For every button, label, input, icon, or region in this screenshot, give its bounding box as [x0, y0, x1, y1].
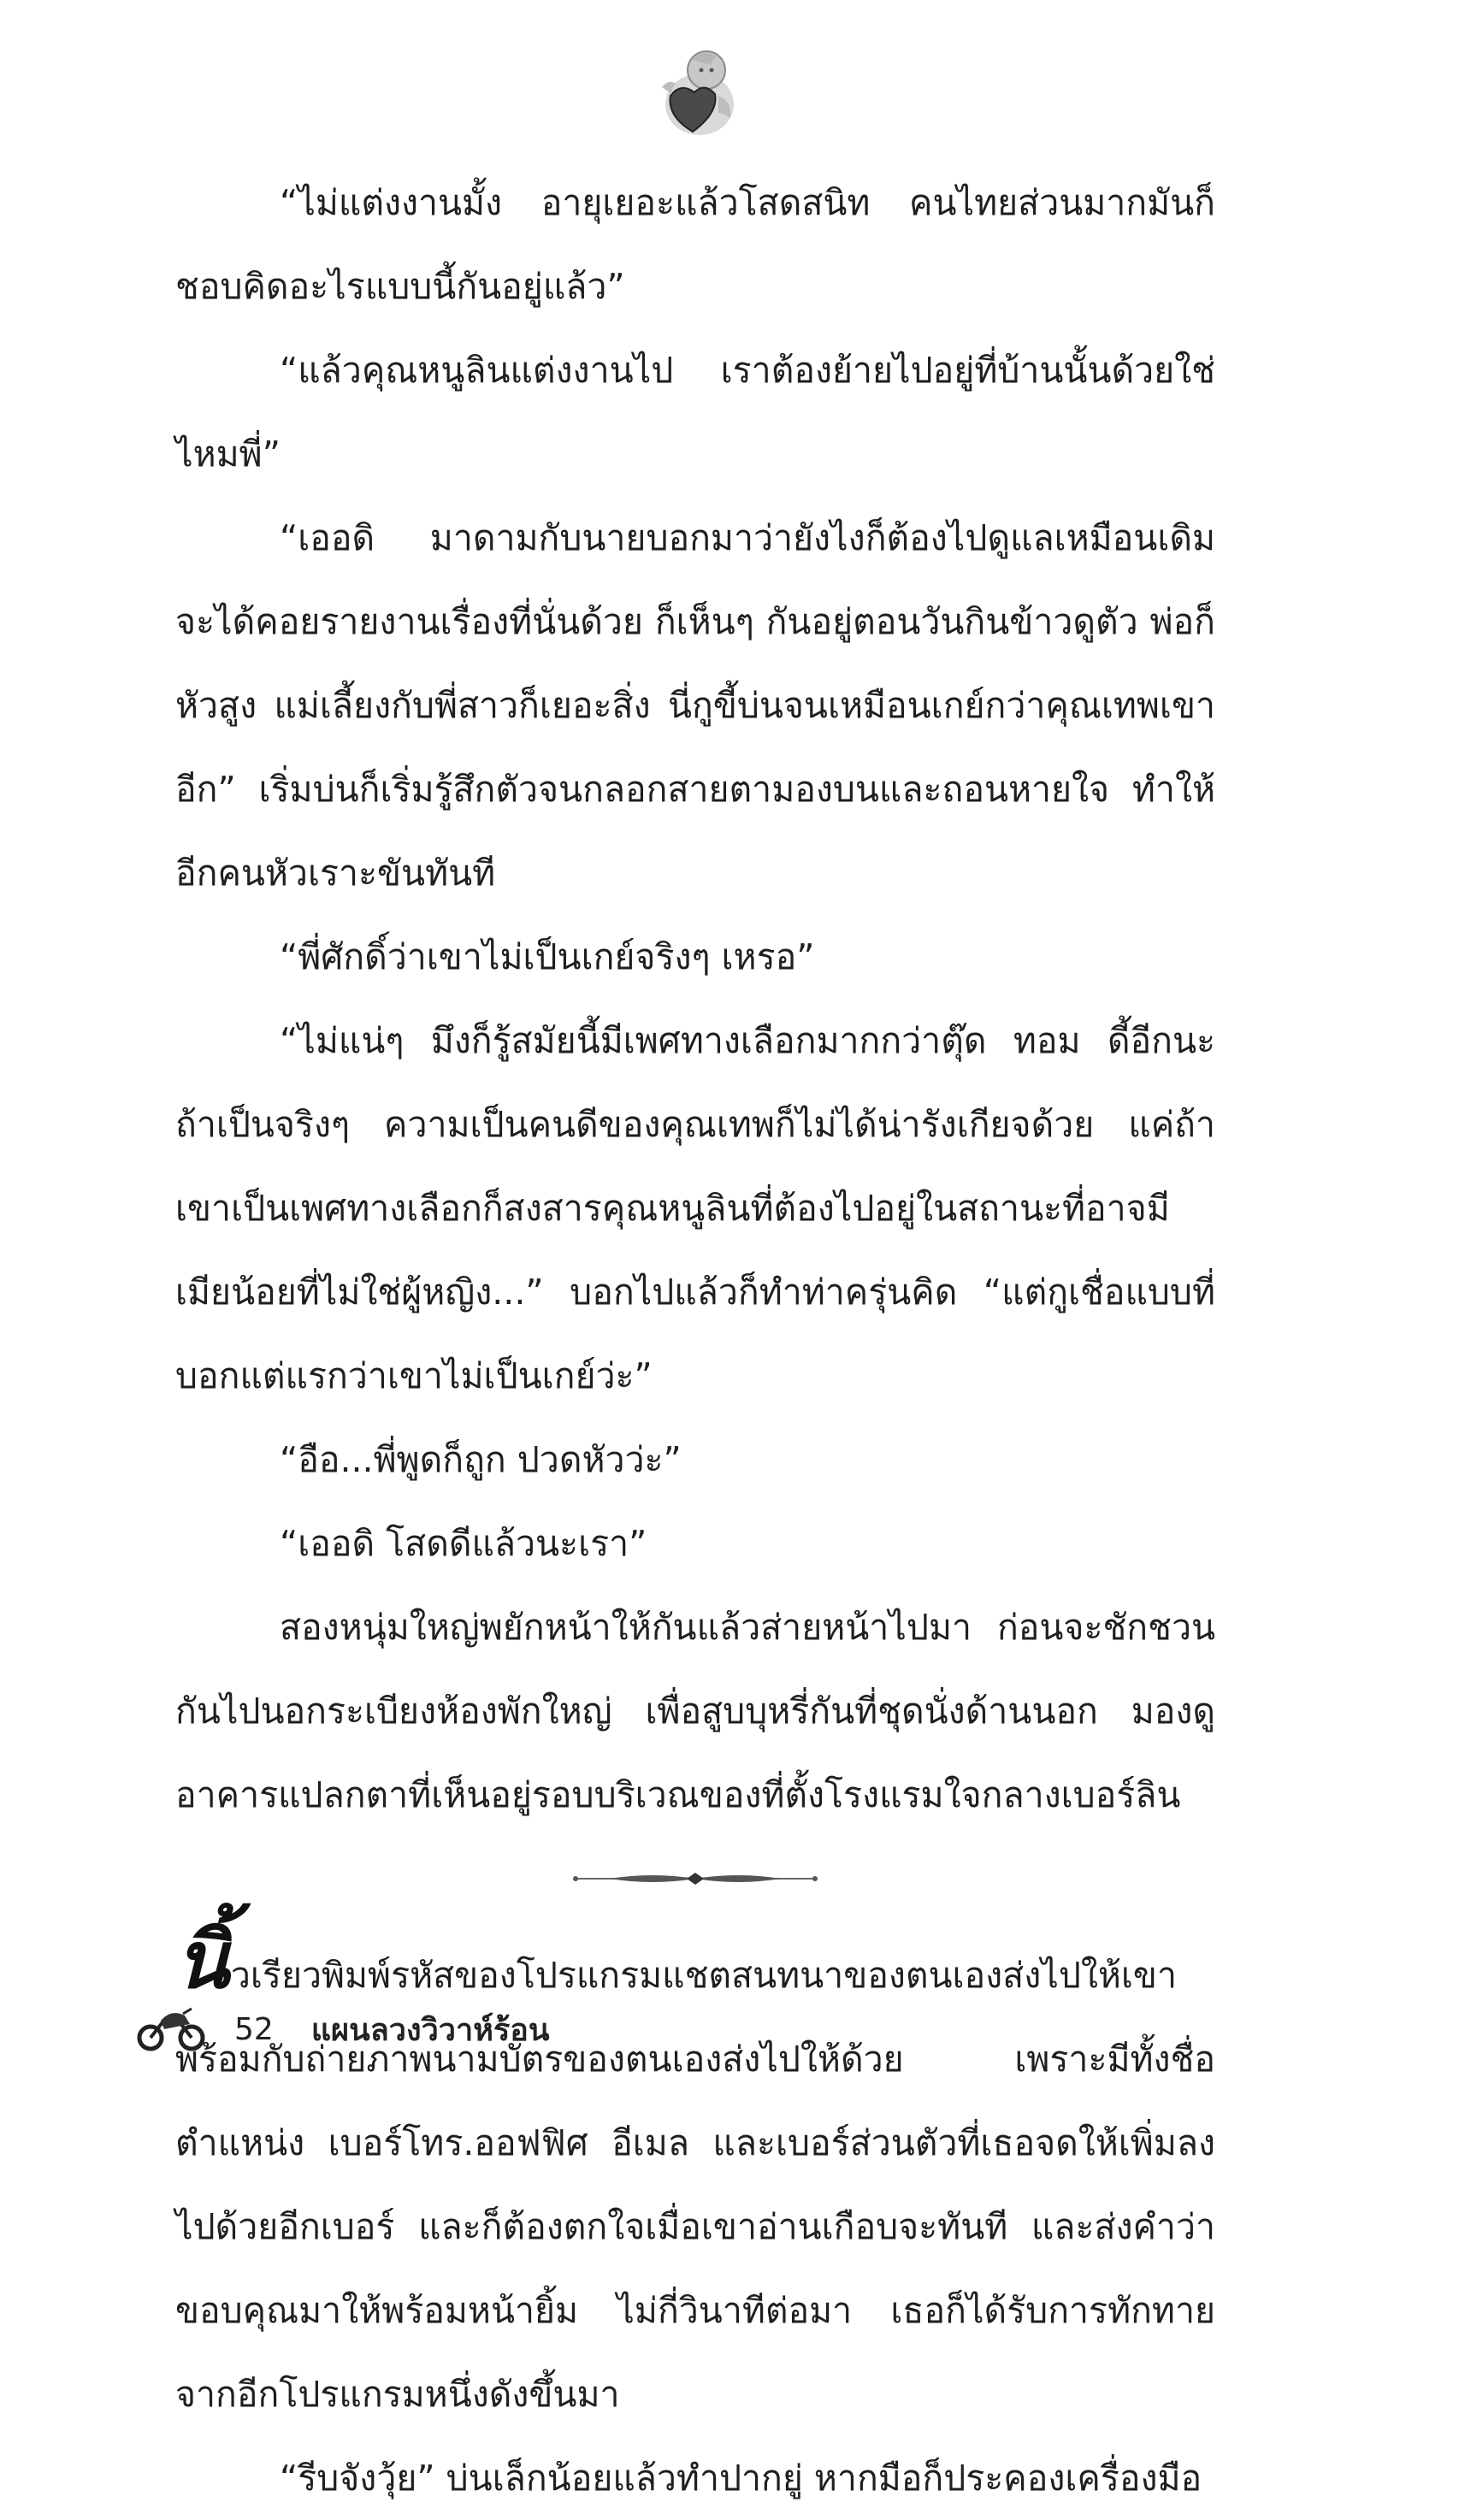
cherub-heart-icon [659, 44, 737, 139]
paragraph: “รีบจังวุ้ย” บ่นเล็กน้อยแล้วทำปากยู่ หากมือก็ประคองเครื่องมือ [280, 2458, 1202, 2499]
paragraph: “อือ...พี่พูดก็ถูก ปวดหัวว่ะ” [280, 1439, 682, 1480]
paragraph: “พี่ศักดิ์ว่าเขาไม่เป็นเกย์จริงๆ เหรอ” [280, 936, 815, 977]
book-title: แผนลวงวิวาห์ร้อน [310, 2012, 550, 2048]
drop-cap-letter: นิ้ [175, 1914, 229, 2006]
paragraph: “ไม่แต่งงานมั้ง อายุเยอะแล้วโสดสนิท คนไทยส่วนมากมันก็ชอบคิดอะไรแบบนี้กันอยู่แล้ว” [175, 182, 1215, 307]
scroll-divider-ornament [175, 1837, 1215, 1921]
main-text-column [175, 161, 1215, 2520]
paragraph: “เออดิ โสดดีแล้วนะเรา” [280, 1523, 647, 1564]
paragraph: สองหนุ่มใหญ่พยักหน้าให้กันแล้วส่ายหน้าไปมา ก่อนจะชักชวนกันไปนอกระเบียงห้องพักใหญ่ เพื่อสูบบุหรี่กันที่ชุดนั่งด้านนอก มองดูอาคารแปลกตาที่เห็นอยู่รอบบริเวณของที่ตั้งโรงแรมใจกลางเบอร์ลิน [175, 1607, 1215, 1815]
page-number: 52 [234, 2011, 274, 2047]
dropcap-paragraph [175, 1914, 1215, 2436]
paragraph: “เออดิ มาดามกับนายบอกมาว่ายังไงก็ต้องไปดูแลเหมือนเดิม จะได้คอยรายงานเรื่องที่นั่นด้วย ก็เห็นๆ กันอยู่ตอนวันกินข้าวดูตัว พ่อก็หัวสูง แม่เลี้ยงกับพี่สาวก็เยอะสิ่ง นี่กูขี้บ่นจนเหมือนเกย์กว่าคุณเทพเขาอีก” เริ่มบ่นก็เริ่มรู้สึกตัวจนกลอกสายตามองบนและถอนหายใจ ทำให้อีกคนหัวเราะขันทันที [175, 517, 1215, 894]
dropcap-paragraph-text: วเรียวพิมพ์รหัสของโปรแกรมแชตสนทนาของตนเองส่งไปให้เขา พร้อมกับถ่ายภาพนามบัตรของตนเองส่งไปให้ด้วย เพราะมีทั้งชื่อ ตำแหน่ง เบอร์โทร.ออฟฟิศ อีเมล และเบอร์ส่วนตัวที่เธอจดให้เพิ่มลงไปด้วยอีกเบอร์ และก็ต้องตกใจเมื่อเขาอ่านเกือบจะทันที และส่งคำว่าขอบคุณมาให้พร้อมหน้ายิ้ม ไม่กี่วินาทีต่อมา เธอก็ได้รับการทักทายจากอีกโปรแกรมหนึ่งดังขึ้นมา [175, 1955, 1215, 2415]
paragraph: “ไม่แน่ๆ มึงก็รู้สมัยนี้มีเพศทางเลือกมากกว่าตุ๊ด ทอม ดี้อีกนะ ถ้าเป็นจริงๆ ความเป็นคนดีของคุณเทพก็ไม่ได้น่ารังเกียจด้วย แค่ถ้าเขาเป็นเพศทางเลือกก็สงสารคุณหนูลินที่ต้องไปอยู่ในสถานะที่อาจมีเมียน้อยที่ไม่ใช่ผู้หญิง...” บอกไปแล้วก็ทำท่าครุ่นคิด “แต่กูเชื่อแบบที่บอกแต่แรกว่าเขาไม่เป็นเกย์ว่ะ” [175, 1020, 1215, 1396]
paragraph: “แล้วคุณหนูลินแต่งงานไป เราต้องย้ายไปอยู่ที่บ้านนั้นด้วยใช่ไหมพี่” [175, 350, 1215, 475]
motorcycle-icon [137, 2004, 205, 2055]
page-footer [137, 1999, 550, 2059]
